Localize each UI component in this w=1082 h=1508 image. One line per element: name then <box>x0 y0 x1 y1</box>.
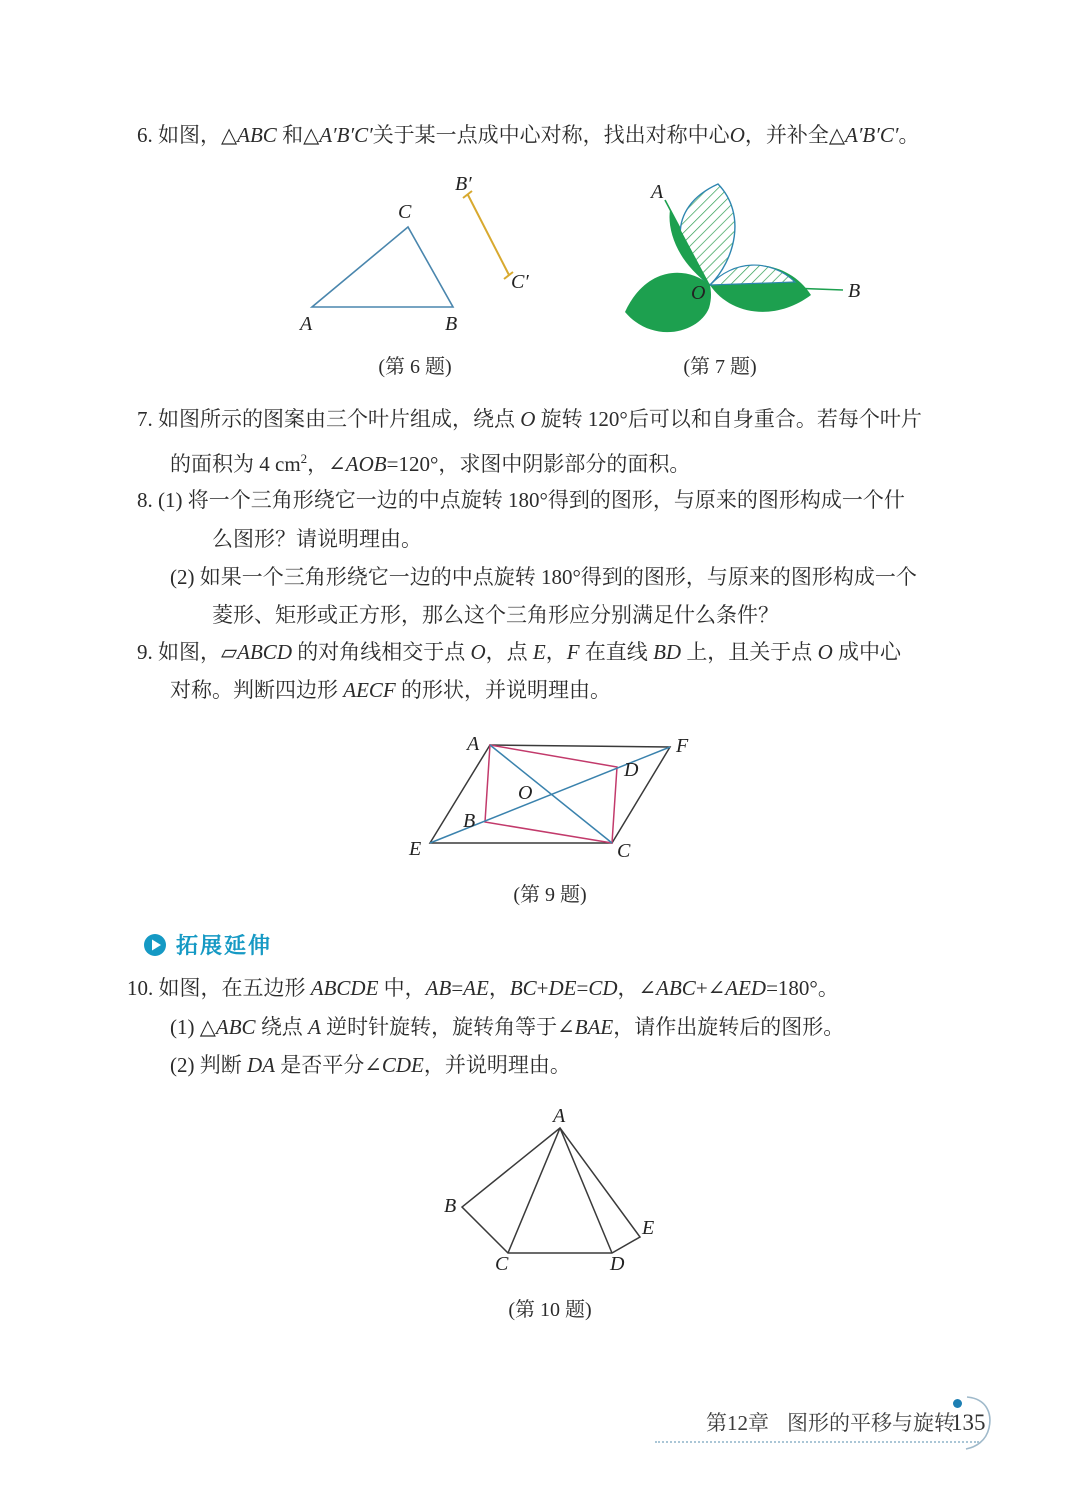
problem-9-text-line1: 9. 如图，▱ABCD 的对角线相交于点 O，点 E，F 在直线 BD 上，且关于点 O 成中心 <box>137 640 901 664</box>
footer-dotted-line <box>655 1441 979 1443</box>
problem-8-text-line3: (2) 如果一个三角形绕它一边的中点旋转 180°得到的图形，与原来的图形构成一个 <box>170 565 917 589</box>
footer-chapter: 第12章 <box>706 1411 769 1435</box>
problem-6-text: 6. 如图，△ABC 和△A′B′C′关于某一点成中心对称，找出对称中心O，并补全△A′B′C′。 <box>137 123 920 147</box>
footer-arc-decoration <box>960 1390 1002 1458</box>
vertex-label-a: A <box>467 733 480 755</box>
vertex-label-d: D <box>610 1253 625 1275</box>
problem-7-text-line2: 的面积为 4 $cm^2$，∠AOB=120°，求图中阴影部分的面积。 <box>170 451 691 476</box>
vertex-label-e: E <box>642 1217 655 1239</box>
vertex-label-b: B <box>445 313 458 335</box>
problem-8-text-line1: 8. (1) 将一个三角形绕它一边的中点旋转 180°得到的图形，与原来的图形构成一个什 <box>137 488 905 512</box>
problem-10-text-line2: (1) △ABC 绕点 A 逆时针旋转，旋转角等于∠BAE，请作出旋转后的图形。 <box>170 1015 845 1039</box>
section-header-extension <box>143 929 272 960</box>
figure-7-caption: (第 7 题) <box>683 356 757 378</box>
vertex-label-c: C <box>617 840 631 862</box>
point-label-b: B <box>848 280 861 302</box>
pentagon-diagonals <box>508 1128 612 1253</box>
figure-9-caption: (第 9 题) <box>513 884 587 906</box>
vertex-label-f: F <box>676 735 689 757</box>
vertex-label-c: C <box>495 1253 509 1275</box>
problem-8-text-line2: 么图形？请说明理由。 <box>212 527 422 551</box>
problem-9-text-line2: 对称。判断四边形 AECF 的形状，并说明理由。 <box>170 678 611 702</box>
problem-7-text-line1: 7. 如图所示的图案由三个叶片组成，绕点 O 旋转 120°后可以和自身重合。若每个叶片 <box>137 407 922 431</box>
center-label-o: O <box>691 282 706 304</box>
pentagon-abcde <box>462 1128 640 1253</box>
footer-page-number: 135 <box>951 1410 986 1435</box>
vertex-label-c-prime: C′ <box>511 271 529 293</box>
figure-10-diagram <box>440 1098 690 1293</box>
problem-10-text-line3: (2) 判断 DA 是否平分∠CDE，并说明理由。 <box>170 1053 571 1077</box>
point-label-a: A <box>651 181 664 203</box>
vertex-label-b: B <box>463 810 476 832</box>
vertex-label-c: C <box>398 201 412 223</box>
figure-10-caption: (第 10 题) <box>508 1299 592 1321</box>
problem-8-text-line4: 菱形、矩形或正方形，那么这个三角形应分别满足什么条件？ <box>212 603 779 627</box>
center-label-o: O <box>518 782 533 804</box>
play-icon <box>143 933 167 957</box>
vertex-label-e: E <box>409 838 422 860</box>
leaf-top-hatched <box>680 184 735 285</box>
figure-6-caption: (第 6 题) <box>378 356 452 378</box>
vertex-label-d: D <box>624 759 639 781</box>
footer-chapter-title <box>706 1407 955 1437</box>
section-header-label: 拓展延伸 <box>176 933 273 958</box>
segment-bprime-cprime <box>463 191 513 279</box>
triangle-abc <box>312 227 453 307</box>
vertex-label-a: A <box>553 1105 566 1127</box>
footer-title: 图形的平移与旋转 <box>787 1411 955 1435</box>
problem-10-text-line1: 10. 如图，在五边形 ABCDE 中，AB=AE，BC+DE=CD，∠ABC+∠AED=180°。 <box>127 976 839 1000</box>
vertex-label-a: A <box>300 313 313 335</box>
vertex-label-b: B <box>444 1195 457 1217</box>
vertex-label-b-prime: B′ <box>455 173 472 195</box>
